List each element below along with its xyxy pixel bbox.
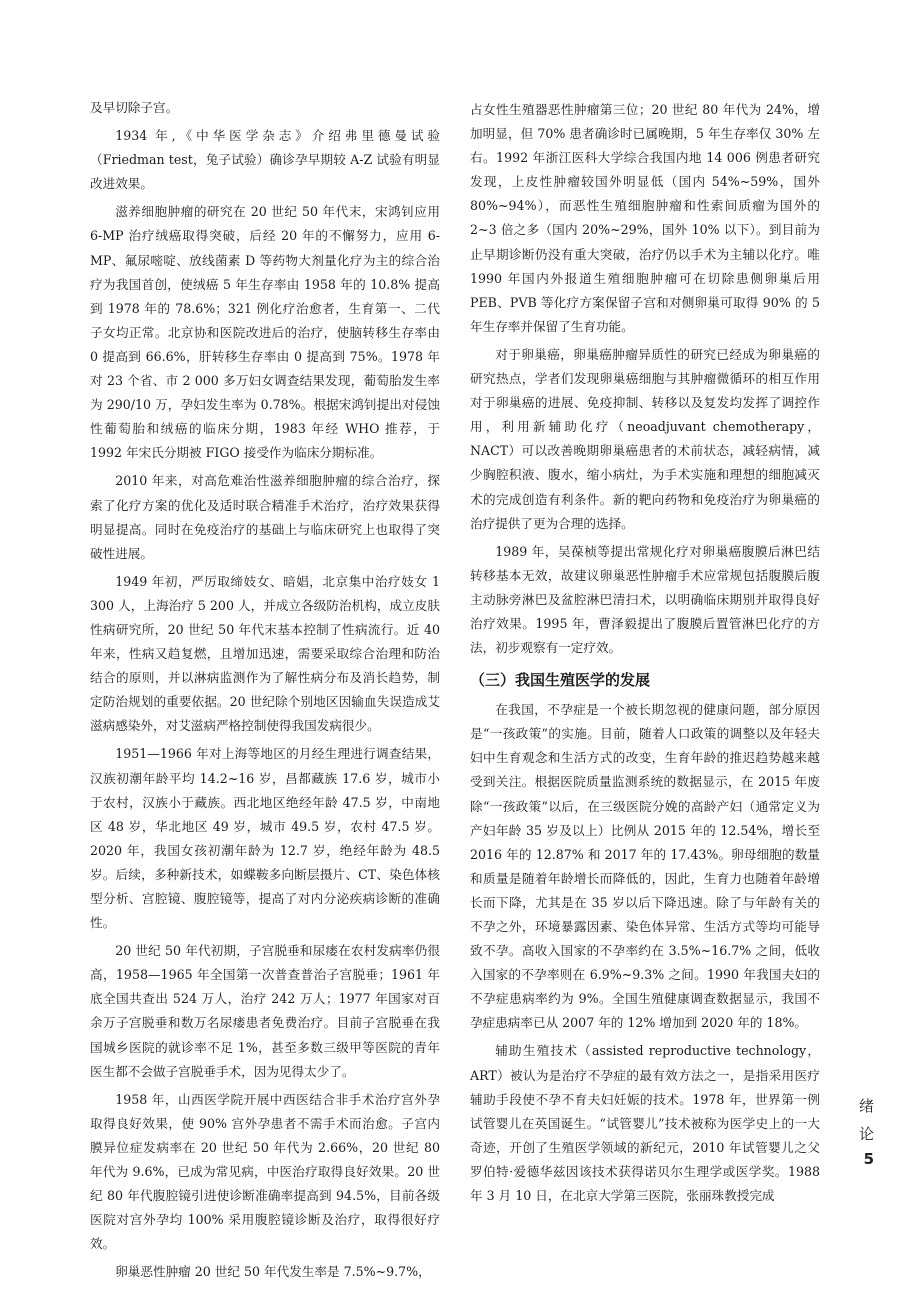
paragraph: 辅助生殖技术（assisted reproductive technology，ART）被认为是治疗不孕症的最有效方法之一，是指采用医疗辅助手段使不孕不育夫妇妊娠的技术。1978 年，世界第一例试管婴儿在英国诞生。“试管婴儿”技术被称为医学史上的一大奇迹，开创了生殖医学领域的新纪元，2010 年试管婴儿之父罗伯特·爱德华兹因该技术获得诺贝尔生理学或医学奖。1988 年 3 月 10 日，在北京大学第三医院，张丽珠教授完成	[470, 1043, 820, 1204]
paragraph-continuation: 占女性生殖器恶性肿瘤第三位；20 世纪 80 年代为 24%，增加明显，但 70% 患者确诊时已属晚期，5 年生存率仅 30% 左右。1992 年浙江医科大学综合我国内地 14 006 例患者研究发现，上皮性肿瘤较国外明显低（国内 54%~59%，国外 80%~94%），而恶性生殖细胞肿瘤和性索间质瘤为国外的 2~3 倍之多（国内 20%~29%，国外 10% 以下）。到目前为止早期诊断仍没有重大突破，治疗仍以手术为主辅以化疗。唯 1990 年国内外报道生殖细胞肿瘤可在切除患侧卵巢后用 PEB、PVB 等化疗方案保留子宫和对侧卵巢可取得 90% 的 5 年生存率并保留了生育功能。	[470, 102, 820, 334]
paragraph: 1989 年，吴葆桢等提出常规化疗对卵巢癌腹膜后淋巴结转移基本无效，故建议卵巢恶性肿瘤手术应常规包括腹膜后腹主动脉旁淋巴及盆腔淋巴清扫术，以明确临床期别并取得良好治疗效果。1995 年，曹泽毅提出了腹膜后置管淋巴化疗的方法，初步观察有一定疗效。	[470, 543, 820, 656]
chapter-side-label: 绪	[858, 1097, 874, 1115]
paragraph: 2010 年来，对高危难治性滋养细胞肿瘤的综合治疗，探索了化疗方案的优化及适时联合精准手术治疗，治疗效果获得明显提高。同时在免疫治疗的基础上与临床研究上也取得了突破性进展。	[90, 473, 440, 561]
right-column	[470, 98, 820, 1212]
paragraph: 20 世纪 50 年代初期，子宫脱垂和尿瘘在农村发病率仍很高，1958—1965 年全国第一次普查普治子宫脱垂；1961 年底全国共查出 524 万人，治疗 242 万人；1977 年国家对百余万子宫脱垂和数万名尿瘘患者免费治疗。目前子宫脱垂在我国城乡医院的就诊率不足 1%，甚至多数三级甲等医院的青年医生都不会做子宫脱垂手术，因为见得太少了。	[90, 943, 440, 1079]
section-heading: （三）我国生殖医学的发展	[470, 671, 651, 690]
paragraph: 1951—1966 年对上海等地区的月经生理进行调查结果，汉族初潮年龄平均 14.2~16 岁，昌都藏族 17.6 岁，城市小于农村，汉族小于藏族。西北地区绝经年龄 47.5 岁，中南地区 48 岁，华北地区 49 岁，城市 49.5 岁，农村 47.5 岁。2020 年，我国女孩初潮年龄为 12.7 岁，绝经年龄为 48.5 岁。后续，多种新技术，如蝶鞍多向断层摄片、CT、染色体核型分析、宫腔镜、腹腔镜等，提高了对内分泌疾病诊断的准确性。	[90, 746, 440, 931]
paragraph: 在我国，不孕症是一个被长期忽视的健康问题，部分原因是“一孩政策”的实施。目前，随着人口政策的调整以及年轻夫妇中生育观念和生活方式的改变，生育年龄的推迟趋势越来越受到关注。根据医院质量监测系统的数据显示，在 2015 年废除“一孩政策”以后，在三级医院分娩的高龄产妇（通常定义为产妇年龄 35 岁及以上）比例从 2015 年的 12.54%，增长至 2016 年的 12.87% 和 2017 年的 17.43%。卵母细胞的数量和质量是随着年龄增长而降低的，因此，生育力也随着年龄增长而下降，尤其是在 35 岁以后下降迅速。除了与年龄有关的不孕之外，环境暴露因素、染色体异常、生活方式等均可能导致不孕。高收入国家的不孕率约在 3.5%~16.7% 之间，低收入国家的不孕率则在 6.9%~9.3% 之间。1990 年我国夫妇的不孕症患病率约为 9%。全国生殖健康调查数据显示，我国不孕症患病率已从 2007 年的 12% 增加到 2020 年的 18%。	[470, 702, 820, 1031]
paragraph: 滋养细胞肿瘤的研究在 20 世纪 50 年代末，宋鸿钊应用 6-MP 治疗绒癌取得突破，后经 20 年的不懈努力，应用 6-MP、氟尿嘧啶、放线菌素 D 等药物大剂量化疗为主的综合治疗为我国首创，使绒癌 5 年生存率由 1958 年的 10.8% 提高到 1978 年的 78.6%；321 例化疗治愈者，生育第一、二代子女均正常。北京协和医院改进后的治疗，使脑转移生存率由 0 提高到 66.6%，肝转移生存率由 0 提高到 75%。1978 年对 23 个省、市 2 000 多万妇女调查结果发现，葡萄胎发生率为 290/10 万，孕妇发生率为 0.78%。根据宋鸿钊提出对侵蚀性葡萄胎和绒癌的临床分期，1983 年经 WHO 推荐，于 1992 年宋氏分期被 FIGO 接受作为临床分期标准。	[90, 204, 440, 461]
left-column	[90, 96, 440, 1289]
paragraph: 卵巢恶性肿瘤 20 世纪 50 年代发生率是 7.5%~9.7%，	[115, 1264, 431, 1280]
paragraph: 1949 年初，严厉取缔妓女、暗娼，北京集中治疗妓女 1 300 人，上海治疗 5 200 人，并成立各级防治机构，成立皮肤性病研究所，20 世纪 50 年代末基本控制了性病流行。近 40 年来，性病又趋复燃，且增加迅速，需要采取综合治理和防治结合的原则，并以淋病监测作为了解性病分布及消长趋势，制定防治规划的重要依据。20 世纪除个别地区因输血失误造成艾滋病感染外，对艾滋病严格控制使得我国发病很少。	[90, 573, 440, 734]
paragraph: 1934 年,《中华医学杂志》介绍弗里德曼试验（Friedman test，兔子试验）确诊孕早期较 A-Z 试验有明显改进效果。	[90, 128, 440, 192]
chapter-side-label: 论	[858, 1125, 874, 1143]
paragraph: 1958 年，山西医学院开展中西医结合非手术治疗宫外孕取得良好效果，使 90% 宫外孕患者不需手术而治愈。子宫内膜异位症发病率在 20 世纪 50 年代为 2.66%，20 世纪 80 年代为 9.6%，已成为常见病，中医治疗取得良好效果。20 世纪 80 年代腹腔镜引进使诊断准确率提高到 94.5%，目前各级医院对宫外孕均 100% 采用腹腔镜诊断及治疗，取得很好疗效。	[90, 1091, 440, 1252]
page-number: 5	[863, 1150, 874, 1168]
paragraph-continuation: 及早切除子宫。	[90, 100, 179, 115]
paragraph: 对于卵巢癌，卵巢癌肿瘤异质性的研究已经成为卵巢癌的研究热点，学者们发现卵巢癌细胞与其肿瘤微循环的相互作用对于卵巢癌的进展、免疫抑制、转移以及复发均发挥了调控作用，利用新辅助化疗（neoadjuvant chemotherapy，NACT）可以改善晚期卵巢癌患者的术前状态，减轻病情，减少胸腔积液、腹水，缩小病灶，为手术实施和理想的细胞减灭术的完成创造有利条件。新的靶向药物和免疫治疗为卵巢癌的治疗提供了更为合理的选择。	[470, 346, 820, 531]
